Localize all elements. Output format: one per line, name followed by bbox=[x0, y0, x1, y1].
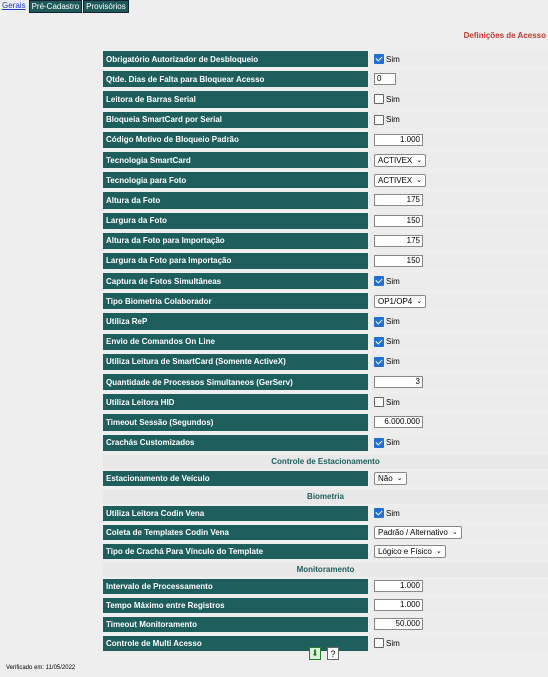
setting-row-obrigatorio-autorizador-de-desbloqueio bbox=[103, 51, 548, 67]
setting-row-tempo-maximo-entre-registros bbox=[103, 598, 548, 613]
setting-label: Utiliza Leitora Codin Vena bbox=[103, 506, 368, 521]
setting-row-altura-da-foto-para-importacao bbox=[103, 233, 548, 249]
setting-value-cell bbox=[372, 544, 548, 559]
setting-label: Obrigatório Autorizador de Desbloqueio bbox=[103, 51, 368, 67]
setting-row-tipo-biometria-colaborador bbox=[103, 293, 548, 309]
chevron-down-icon: ⌄ bbox=[435, 548, 442, 556]
chevron-down-icon: ⌄ bbox=[416, 177, 423, 185]
tab-gerais[interactable]: Gerais bbox=[0, 0, 28, 13]
setting-label: Coleta de Templates Codin Vena bbox=[103, 525, 368, 540]
checkbox-label: Sim bbox=[386, 94, 400, 104]
setting-row-intervalo-de-processamento bbox=[103, 579, 548, 594]
setting-row-captura-de-fotos-simultaneas bbox=[103, 273, 548, 289]
setting-label: Utiliza ReP bbox=[103, 313, 368, 329]
setting-value-cell bbox=[372, 293, 548, 309]
setting-label: Utiliza Leitura de SmartCard (Somente ActiveX) bbox=[103, 354, 368, 370]
setting-row-largura-da-foto bbox=[103, 213, 548, 229]
help-icon[interactable]: ? bbox=[327, 647, 339, 660]
setting-row-timeout-sessao-segundos bbox=[103, 414, 548, 430]
setting-label: Largura da Foto bbox=[103, 213, 368, 229]
checkbox-label: Sim bbox=[386, 276, 400, 286]
checkbox-crachas-customizados[interactable] bbox=[374, 438, 384, 448]
setting-value-cell bbox=[372, 374, 548, 390]
checkbox-label: Sim bbox=[386, 317, 400, 327]
setting-label: Timeout Sessão (Segundos) bbox=[103, 414, 368, 430]
setting-value-cell bbox=[372, 51, 548, 67]
section-biometria: Biometria bbox=[103, 490, 548, 504]
setting-value-cell bbox=[372, 598, 548, 613]
chevron-down-icon: ⌄ bbox=[416, 298, 423, 306]
setting-label: Altura da Foto para Importação bbox=[103, 233, 368, 249]
setting-label: Tipo de Crachá Para Vínculo do Template bbox=[103, 544, 368, 559]
checkbox-label: Sim bbox=[386, 337, 400, 347]
setting-value-cell bbox=[372, 334, 548, 350]
tab-provisorios[interactable]: Provisórios bbox=[83, 0, 129, 13]
setting-label: Controle de Multi Acesso bbox=[103, 636, 368, 651]
chevron-down-icon: ⌄ bbox=[451, 529, 458, 537]
chevron-down-icon: ⌄ bbox=[396, 475, 403, 483]
setting-row-timeout-monitoramento bbox=[103, 617, 548, 632]
setting-row-qtde-dias-de-falta-para-bloquear-acesso bbox=[103, 71, 548, 87]
input-largura-da-foto[interactable]: 150 bbox=[374, 215, 423, 227]
setting-label: Tempo Máximo entre Registros bbox=[103, 598, 368, 613]
save-icon[interactable]: ⬇ bbox=[309, 647, 321, 660]
setting-label: Envio de Comandos On Line bbox=[103, 334, 368, 350]
checkbox-captura-de-fotos-simultaneas[interactable] bbox=[374, 276, 384, 286]
checkbox-label: Sim bbox=[386, 638, 400, 648]
setting-row-quantidade-de-processos-simultaneos-gerserv bbox=[103, 374, 548, 390]
setting-value-cell bbox=[372, 414, 548, 430]
setting-value-cell bbox=[372, 525, 548, 540]
setting-row-utiliza-leitora-codin-vena bbox=[103, 506, 548, 521]
tab-pre-cadastro[interactable]: Pré-Cadastro bbox=[29, 0, 83, 13]
checkbox-label: Sim bbox=[386, 438, 400, 448]
input-qtde-dias-de-falta-para-bloquear-acesso[interactable]: 0 bbox=[374, 73, 396, 85]
checkbox-utiliza-leitora-codin-vena[interactable] bbox=[374, 508, 384, 518]
checkbox-bloqueia-smartcard-por-serial[interactable] bbox=[374, 115, 384, 125]
setting-row-leitora-de-barras-serial bbox=[103, 91, 548, 107]
setting-value-cell bbox=[372, 636, 548, 651]
checkbox-leitora-de-barras-serial[interactable] bbox=[374, 94, 384, 104]
select-value: Não bbox=[378, 473, 393, 483]
checkbox-label: Sim bbox=[386, 115, 400, 125]
setting-value-cell bbox=[372, 435, 548, 451]
checkbox-obrigatorio-autorizador-de-desbloqueio[interactable] bbox=[374, 54, 384, 64]
select-tipo-biometria-colaborador[interactable] bbox=[374, 295, 426, 308]
setting-label: Quantidade de Processos Simultaneos (GerServ) bbox=[103, 374, 368, 390]
setting-value-cell bbox=[372, 192, 548, 208]
setting-label: Tecnologia para Foto bbox=[103, 172, 368, 188]
setting-value-cell bbox=[372, 172, 548, 188]
setting-row-utiliza-leitura-de-smartcard-somente-activex bbox=[103, 354, 548, 370]
checkbox-label: Sim bbox=[386, 54, 400, 64]
setting-label: Leitora de Barras Serial bbox=[103, 91, 368, 107]
setting-value-cell bbox=[372, 213, 548, 229]
select-value: ACTIVEX bbox=[378, 155, 413, 165]
select-tipo-de-cracha-para-vinculo-do-template[interactable] bbox=[374, 545, 446, 558]
setting-value-cell bbox=[372, 617, 548, 632]
setting-value-cell bbox=[372, 394, 548, 410]
setting-value-cell bbox=[372, 273, 548, 289]
setting-row-estacionamento-de-veiculo bbox=[103, 471, 548, 486]
setting-value-cell bbox=[372, 471, 548, 486]
select-tecnologia-smartcard[interactable] bbox=[374, 154, 426, 167]
input-codigo-motivo-de-bloqueio-padrao[interactable]: 1.000 bbox=[374, 134, 423, 146]
setting-row-utiliza-rep bbox=[103, 313, 548, 329]
checkbox-utiliza-leitura-de-smartcard-somente-activex[interactable] bbox=[374, 357, 384, 367]
setting-label: Captura de Fotos Simultâneas bbox=[103, 273, 368, 289]
input-tempo-maximo-entre-registros[interactable]: 1.000 bbox=[374, 599, 423, 611]
setting-label: Utiliza Leitora HID bbox=[103, 394, 368, 410]
setting-row-envio-de-comandos-on-line bbox=[103, 334, 548, 350]
input-largura-da-foto-para-importacao[interactable]: 150 bbox=[374, 255, 423, 267]
input-timeout-monitoramento[interactable]: 50.000 bbox=[374, 618, 423, 630]
checkbox-label: Sim bbox=[386, 508, 400, 518]
input-altura-da-foto[interactable]: 175 bbox=[374, 194, 423, 206]
checkbox-label: Sim bbox=[386, 397, 400, 407]
setting-value-cell bbox=[372, 313, 548, 329]
setting-label: Timeout Monitoramento bbox=[103, 617, 368, 632]
setting-label: Intervalo de Processamento bbox=[103, 579, 368, 594]
select-coleta-de-templates-codin-vena[interactable] bbox=[374, 526, 462, 539]
select-value: Padrão / Alternativo bbox=[378, 527, 448, 537]
setting-row-tecnologia-para-foto bbox=[103, 172, 548, 188]
select-value: Lógico e Físico bbox=[378, 546, 432, 556]
input-intervalo-de-processamento[interactable]: 1.000 bbox=[374, 580, 423, 592]
setting-value-cell bbox=[372, 506, 548, 521]
checkbox-envio-de-comandos-on-line[interactable] bbox=[374, 337, 384, 347]
setting-value-cell bbox=[372, 354, 548, 370]
select-value: ACTIVEX bbox=[378, 175, 413, 185]
setting-value-cell bbox=[372, 91, 548, 107]
select-estacionamento-de-veiculo[interactable] bbox=[374, 472, 407, 485]
setting-row-altura-da-foto bbox=[103, 192, 548, 208]
setting-label: Qtde. Dias de Falta para Bloquear Acesso bbox=[103, 71, 368, 87]
input-timeout-sessao-segundos[interactable]: 6.000.000 bbox=[374, 416, 423, 428]
setting-label: Estacionamento de Veículo bbox=[103, 471, 368, 486]
setting-value-cell bbox=[372, 71, 548, 87]
setting-label: Altura da Foto bbox=[103, 192, 368, 208]
setting-value-cell bbox=[372, 233, 548, 249]
setting-row-tipo-de-cracha-para-vinculo-do-template bbox=[103, 544, 548, 559]
select-value: OP1/OP4 bbox=[378, 296, 413, 306]
section-estacionamento: Controle de Estacionamento bbox=[103, 455, 548, 469]
setting-label: Largura da Foto para Importação bbox=[103, 253, 368, 269]
setting-value-cell bbox=[372, 152, 548, 168]
setting-row-crachas-customizados bbox=[103, 435, 548, 451]
setting-row-codigo-motivo-de-bloqueio-padrao bbox=[103, 132, 548, 148]
setting-label: Tecnologia SmartCard bbox=[103, 152, 368, 168]
input-quantidade-de-processos-simultaneos-gerserv[interactable]: 3 bbox=[374, 376, 423, 388]
footer-actions bbox=[309, 647, 339, 660]
checkbox-utiliza-rep[interactable] bbox=[374, 317, 384, 327]
setting-value-cell bbox=[372, 579, 548, 594]
section-monitoramento: Monitoramento bbox=[103, 563, 548, 577]
checkbox-label: Sim bbox=[386, 357, 400, 367]
setting-value-cell bbox=[372, 253, 548, 269]
setting-row-utiliza-leitora-hid bbox=[103, 394, 548, 410]
tab-bar bbox=[0, 0, 129, 13]
setting-label: Tipo Biometria Colaborador bbox=[103, 293, 368, 309]
select-tecnologia-para-foto[interactable] bbox=[374, 174, 426, 187]
verified-date: Verificado em: 11/05/2022 bbox=[6, 665, 76, 671]
setting-row-coleta-de-templates-codin-vena bbox=[103, 525, 548, 540]
setting-label: Código Motivo de Bloqueio Padrão bbox=[103, 132, 368, 148]
page-title: Definições de Acesso bbox=[463, 31, 546, 40]
setting-label: Bloqueia SmartCard por Serial bbox=[103, 112, 368, 128]
setting-value-cell bbox=[372, 112, 548, 128]
chevron-down-icon: ⌄ bbox=[416, 157, 423, 165]
setting-label: Crachás Customizados bbox=[103, 435, 368, 451]
setting-row-largura-da-foto-para-importacao bbox=[103, 253, 548, 269]
input-altura-da-foto-para-importacao[interactable]: 175 bbox=[374, 235, 423, 247]
checkbox-controle-de-multi-acesso[interactable] bbox=[374, 638, 384, 648]
setting-row-bloqueia-smartcard-por-serial bbox=[103, 112, 548, 128]
checkbox-utiliza-leitora-hid[interactable] bbox=[374, 397, 384, 407]
settings-form bbox=[103, 51, 548, 655]
setting-value-cell bbox=[372, 132, 548, 148]
setting-row-tecnologia-smartcard bbox=[103, 152, 548, 168]
